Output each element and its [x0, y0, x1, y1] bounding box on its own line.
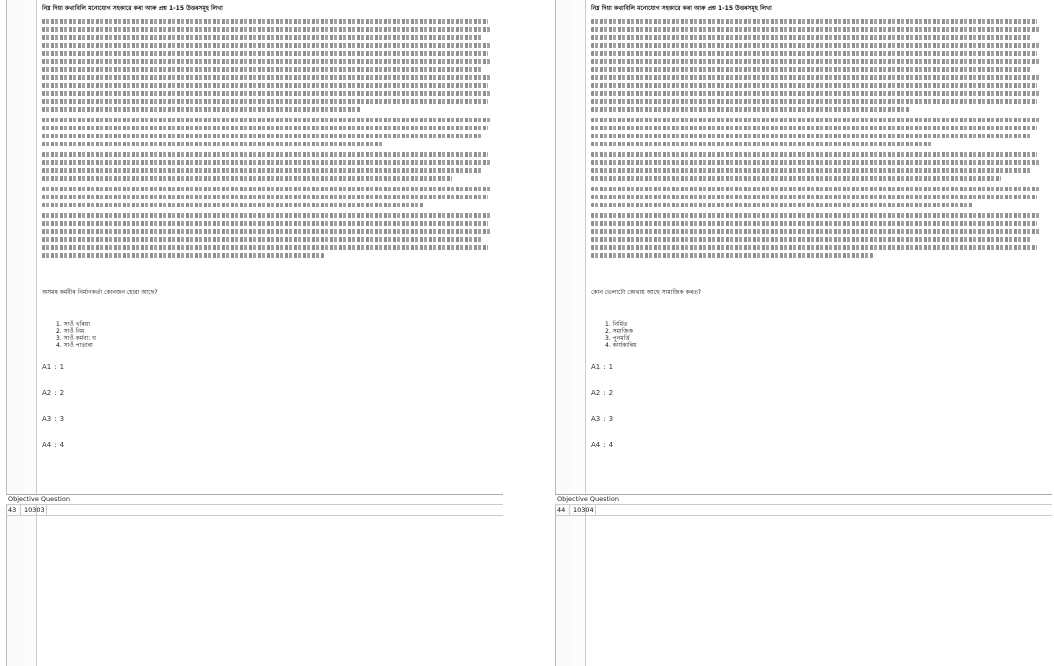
passage-paragraph-5: [42, 213, 497, 258]
passage-paragraph-3: [42, 152, 497, 181]
passage-paragraph-4: [42, 187, 497, 208]
answer-row-1: A1 : 1: [591, 362, 614, 371]
answer-label: A2: [591, 388, 601, 397]
answer-row-4: A4 : 4: [591, 440, 614, 449]
passage-paragraph-1: [42, 19, 497, 112]
option-list: [56, 321, 497, 349]
passage-paragraph-4: [591, 187, 1046, 208]
panel-margin-rail-inner: [22, 0, 37, 666]
question-text: অসমৰ কৰ্মবীৰ নিৰ্মাণকৰ্তা কোনজন হোৱা আছে?: [42, 288, 158, 296]
option-2[interactable]: 2. সাওঁ নিম: [56, 327, 85, 335]
option-1[interactable]: 1. নিৰ্মিত: [605, 320, 628, 328]
answer-label: A3: [42, 414, 52, 423]
question-id: 10304: [570, 505, 596, 515]
instruction-text: নিম্ন দিয়া কথাবিলি মনোযোগ সহকারে কৰা আৰু প্ৰশ্ন 1-15 উত্তৰসমূহ লিখা: [42, 5, 223, 12]
question-number: 44: [555, 505, 570, 515]
option-4[interactable]: 4. সাওঁ পাতাৰা: [56, 341, 93, 349]
answer-value: 4: [608, 440, 614, 449]
question-id: 10303: [21, 505, 47, 515]
passage-paragraph-1: [591, 19, 1046, 112]
option-list: [605, 321, 1046, 349]
question-text: কোন ভেলাটো কোথায় আছে সামাজিক কৰত?: [591, 288, 701, 296]
answer-value: 3: [608, 414, 614, 423]
option-2[interactable]: 2. সমাজিক: [605, 327, 633, 335]
panel-margin-rail-inner: [571, 0, 586, 666]
answer-label: A4: [42, 440, 52, 449]
answer-label: A3: [591, 414, 601, 423]
answer-row-3: A3 : 3: [42, 414, 65, 423]
answer-label: A1: [42, 362, 52, 371]
answer-row-3: A3 : 3: [591, 414, 614, 423]
answer-value: 2: [608, 388, 614, 397]
answer-value: 1: [59, 362, 65, 371]
objective-question-label: Objective Question: [6, 494, 503, 505]
answer-value: 1: [608, 362, 614, 371]
question-body: [42, 4, 497, 494]
question-number: 43: [6, 505, 21, 515]
objective-question-label: Objective Question: [555, 494, 1052, 505]
answer-label: A1: [591, 362, 601, 371]
passage-paragraph-2: [591, 118, 1046, 147]
passage-paragraph-5: [591, 213, 1046, 258]
answer-row-2: A2 : 2: [42, 388, 65, 397]
answer-value: 2: [59, 388, 65, 397]
passage-paragraph-2: [42, 118, 497, 147]
answer-value: 3: [59, 414, 65, 423]
option-4[interactable]: 4. কাৰ্যকাৰিয়: [605, 341, 637, 349]
answer-value: 4: [59, 440, 65, 449]
question-panel-43: [6, 0, 503, 666]
answer-row-4: A4 : 4: [42, 440, 65, 449]
question-body: [591, 4, 1046, 494]
question-footer: [555, 494, 1052, 516]
question-panel-44: [555, 0, 1052, 666]
question-id-row: [555, 505, 1052, 516]
answer-row-2: A2 : 2: [591, 388, 614, 397]
answer-label: A4: [591, 440, 601, 449]
answer-row-1: A1 : 1: [42, 362, 65, 371]
option-1[interactable]: 1. সাওঁ খৰিয়া: [56, 320, 90, 328]
option-3[interactable]: 3. সাওঁ কৰ্মবা: ঘ: [56, 334, 96, 342]
instruction-text: নিম্ন দিয়া কথাবিলি মনোযোগ সহকারে কৰা আৰু প্ৰশ্ন 1-15 উত্তৰসমূহ লিখা: [591, 5, 772, 12]
question-footer: [6, 494, 503, 516]
option-3[interactable]: 3. পুনমৰ্ত্তি: [605, 334, 630, 342]
answer-label: A2: [42, 388, 52, 397]
question-id-row: [6, 505, 503, 516]
passage-paragraph-3: [591, 152, 1046, 181]
